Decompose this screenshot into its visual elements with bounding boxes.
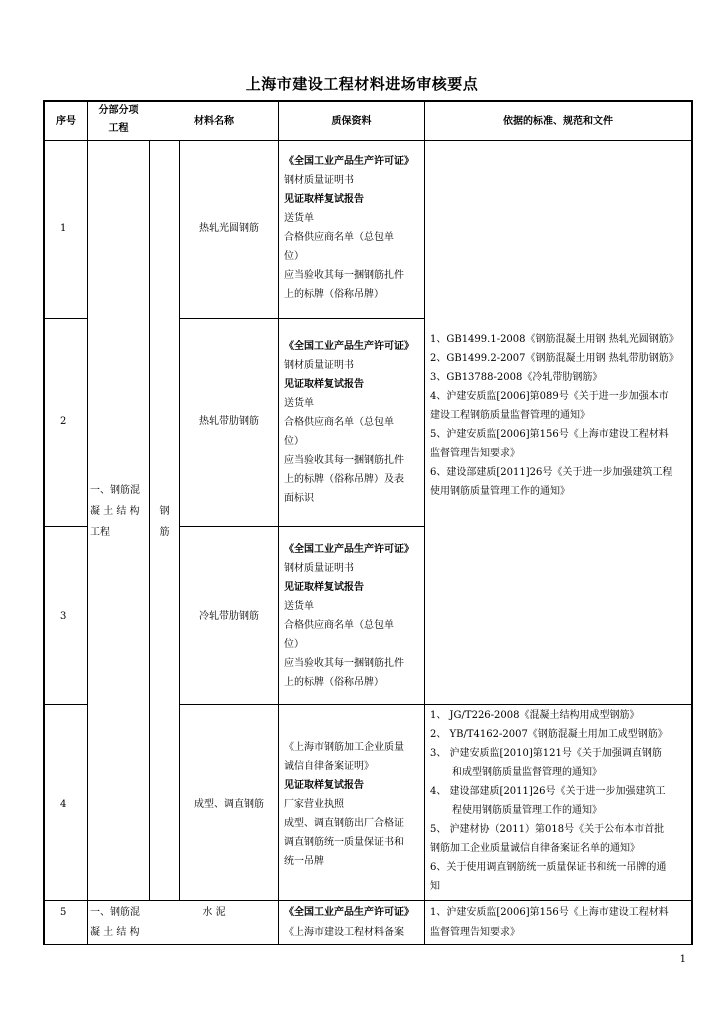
- docs-list: [284, 738, 422, 871]
- standard-item: 和成型钢筋质量监督管理的通知》: [452, 767, 602, 778]
- doc-item: 位）: [284, 639, 304, 650]
- header-subproject-line1: 分部分项: [98, 105, 139, 116]
- doc-item: 送货单: [284, 398, 314, 409]
- standard-item: 6、关于使用调直钢筋统一质量保证书和统一吊牌的通: [430, 862, 667, 873]
- row-number: 2: [60, 416, 67, 427]
- standards-list: [430, 903, 692, 943]
- doc-item: 见证取样复试报告: [284, 379, 364, 390]
- standard-item: 5、沪建安质监[2006]第156号《上海市建设工程材料: [430, 429, 669, 440]
- subproject-line: 一、钢筋混: [90, 485, 140, 496]
- doc-item: 钢材质量证明书: [284, 360, 354, 371]
- header-bottom-line: [43, 140, 692, 141]
- standard-item: 监督管理告知要求》: [430, 927, 520, 938]
- doc-item: 面标识: [284, 493, 314, 504]
- standard-item: 6、建设部建质[2011]26号《关于进一步加强建筑工程: [430, 467, 673, 478]
- docs-list: [284, 152, 422, 304]
- category-line: 筋: [159, 527, 170, 538]
- row-number: 1: [60, 223, 67, 234]
- header-subproject-line2: 工程: [108, 123, 129, 134]
- standard-item: 程使用钢筋质量管理工作的通知》: [452, 805, 602, 816]
- doc-item: 《全国工业产品生产许可证》: [284, 341, 414, 352]
- doc-item: 《全国工业产品生产许可证》: [284, 907, 414, 918]
- doc-item: 应当验收其每一捆钢筋扎件: [284, 270, 404, 281]
- row-divider: [179, 704, 692, 705]
- standard-item: 1、GB1499.1-2008《钢筋混凝土用钢 热轧光圆钢筋》: [430, 334, 679, 345]
- doc-item: 上的标牌（俗称吊牌）: [284, 677, 384, 688]
- standard-item: 知: [430, 881, 440, 892]
- row-divider: [43, 704, 87, 705]
- doc-item: 厂家营业执照: [284, 799, 344, 810]
- doc-item: 诚信自律备案证明》: [284, 761, 374, 772]
- docs-list: [284, 540, 422, 692]
- doc-item: 调直钢筋统一质量保证书和: [284, 837, 404, 848]
- material-name: 热轧带肋钢筋: [199, 416, 259, 427]
- doc-item: 《上海市钢筋加工企业质量: [284, 742, 404, 753]
- header-subproject: [88, 102, 149, 138]
- doc-item: 送货单: [284, 601, 314, 612]
- doc-item: 钢材质量证明书: [284, 175, 354, 186]
- doc-item: 位）: [284, 436, 304, 447]
- doc-item: 上的标牌（俗称吊牌）及表: [284, 474, 404, 485]
- header-docs: 质保资料: [331, 116, 372, 127]
- row-divider: [43, 900, 692, 901]
- doc-item: 应当验收其每一捆钢筋扎件: [284, 455, 404, 466]
- row-divider: [43, 318, 87, 319]
- standard-item: 3、 沪建安质监[2010]第121号《关于加强调直钢筋: [430, 748, 662, 759]
- category-cell: [150, 501, 179, 543]
- doc-item: 见证取样复试报告: [284, 582, 364, 593]
- row-divider: [43, 526, 87, 527]
- subproject-line: 一、钢筋混: [90, 907, 140, 918]
- doc-item: 钢材质量证明书: [284, 563, 354, 574]
- docs-list: [284, 337, 422, 508]
- standards-list: [430, 706, 692, 896]
- doc-item: 见证取样复试报告: [284, 194, 364, 205]
- category-line: 钢: [159, 506, 170, 517]
- subproject-line: 工程: [90, 527, 110, 538]
- column-line: [424, 100, 425, 945]
- page-title: 上海市建设工程材料进场审核要点: [245, 75, 479, 93]
- doc-item: 合格供应商名单（总包单: [284, 620, 394, 631]
- row-number: 3: [60, 611, 67, 622]
- header-standards: 依据的标准、规范和文件: [503, 116, 613, 127]
- standard-item: 使用钢筋质量管理工作的通知》: [430, 486, 570, 497]
- doc-item: 成型、调直钢筋出厂合格证: [284, 818, 404, 829]
- docs-list: [284, 903, 424, 943]
- standard-item: 建设工程钢筋质量监督管理的通知》: [430, 410, 590, 421]
- standard-item: 4、沪建安质监[2006]第089号《关于进一步加强本市: [430, 391, 669, 402]
- subproject-line: 凝 土 结 构: [90, 506, 140, 517]
- table-bottom-line: [43, 944, 692, 945]
- header-material: 材料名称: [194, 116, 234, 127]
- subproject-line: 凝 土 结 构: [90, 927, 140, 938]
- standard-item: 1、 JG/T226-2008《混凝土结构用成型钢筋》: [430, 710, 640, 721]
- doc-item: 《全国工业产品生产许可证》: [284, 156, 414, 167]
- column-line: [87, 100, 88, 945]
- subproject-cell: [90, 903, 148, 943]
- standard-item: 钢筋加工企业质量诚信自律备案证名单的通知》: [430, 843, 640, 854]
- doc-item: 《上海市建设工程材料备案: [284, 927, 404, 938]
- standard-item: 5、 沪建材协（2011）第018号《关于公布本市首批: [430, 824, 665, 835]
- doc-item: 《全国工业产品生产许可证》: [284, 544, 414, 555]
- doc-item: 合格供应商名单（总包单: [284, 232, 394, 243]
- standard-item: 3、GB13788-2008《冷轧带肋钢筋》: [430, 372, 603, 383]
- table-left-border: [43, 100, 45, 945]
- doc-item: 上的标牌（俗称吊牌）: [284, 289, 384, 300]
- row-number: 5: [60, 907, 67, 918]
- column-line: [278, 100, 279, 945]
- doc-item: 统一吊牌: [284, 856, 324, 867]
- doc-item: 应当验收其每一捆钢筋扎件: [284, 658, 404, 669]
- material-name: 冷轧带肋钢筋: [199, 611, 259, 622]
- doc-item: 送货单: [284, 213, 314, 224]
- standard-item: 4、 建设部建质[2011]26号《关于进一步加强建筑工: [430, 786, 666, 797]
- standards-list: [430, 330, 692, 501]
- standard-item: 2、GB1499.2-2007《钢筋混凝土用钢 热轧带肋钢筋》: [430, 353, 679, 364]
- doc-item: 合格供应商名单（总包单: [284, 417, 394, 428]
- row-divider: [179, 526, 424, 527]
- doc-item: 位）: [284, 251, 304, 262]
- standard-item: 1、沪建安质监[2006]第156号《上海市建设工程材料: [430, 907, 669, 918]
- column-line: [179, 140, 180, 900]
- standard-item: 监督管理告知要求》: [430, 448, 520, 459]
- header-seq: 序号: [56, 116, 76, 127]
- material-name: 热轧光圆钢筋: [199, 223, 259, 234]
- material-name: 水 泥: [202, 907, 226, 918]
- doc-item: 见证取样复试报告: [284, 780, 364, 791]
- subproject-cell: [90, 480, 148, 543]
- row-number: 4: [60, 799, 67, 810]
- standard-item: 2、 YB/T4162-2007《钢筋混凝土用加工成型钢筋》: [430, 729, 668, 740]
- row-divider: [179, 318, 424, 319]
- page-number: 1: [679, 954, 686, 965]
- material-name: 成型、调直钢筋: [194, 799, 264, 810]
